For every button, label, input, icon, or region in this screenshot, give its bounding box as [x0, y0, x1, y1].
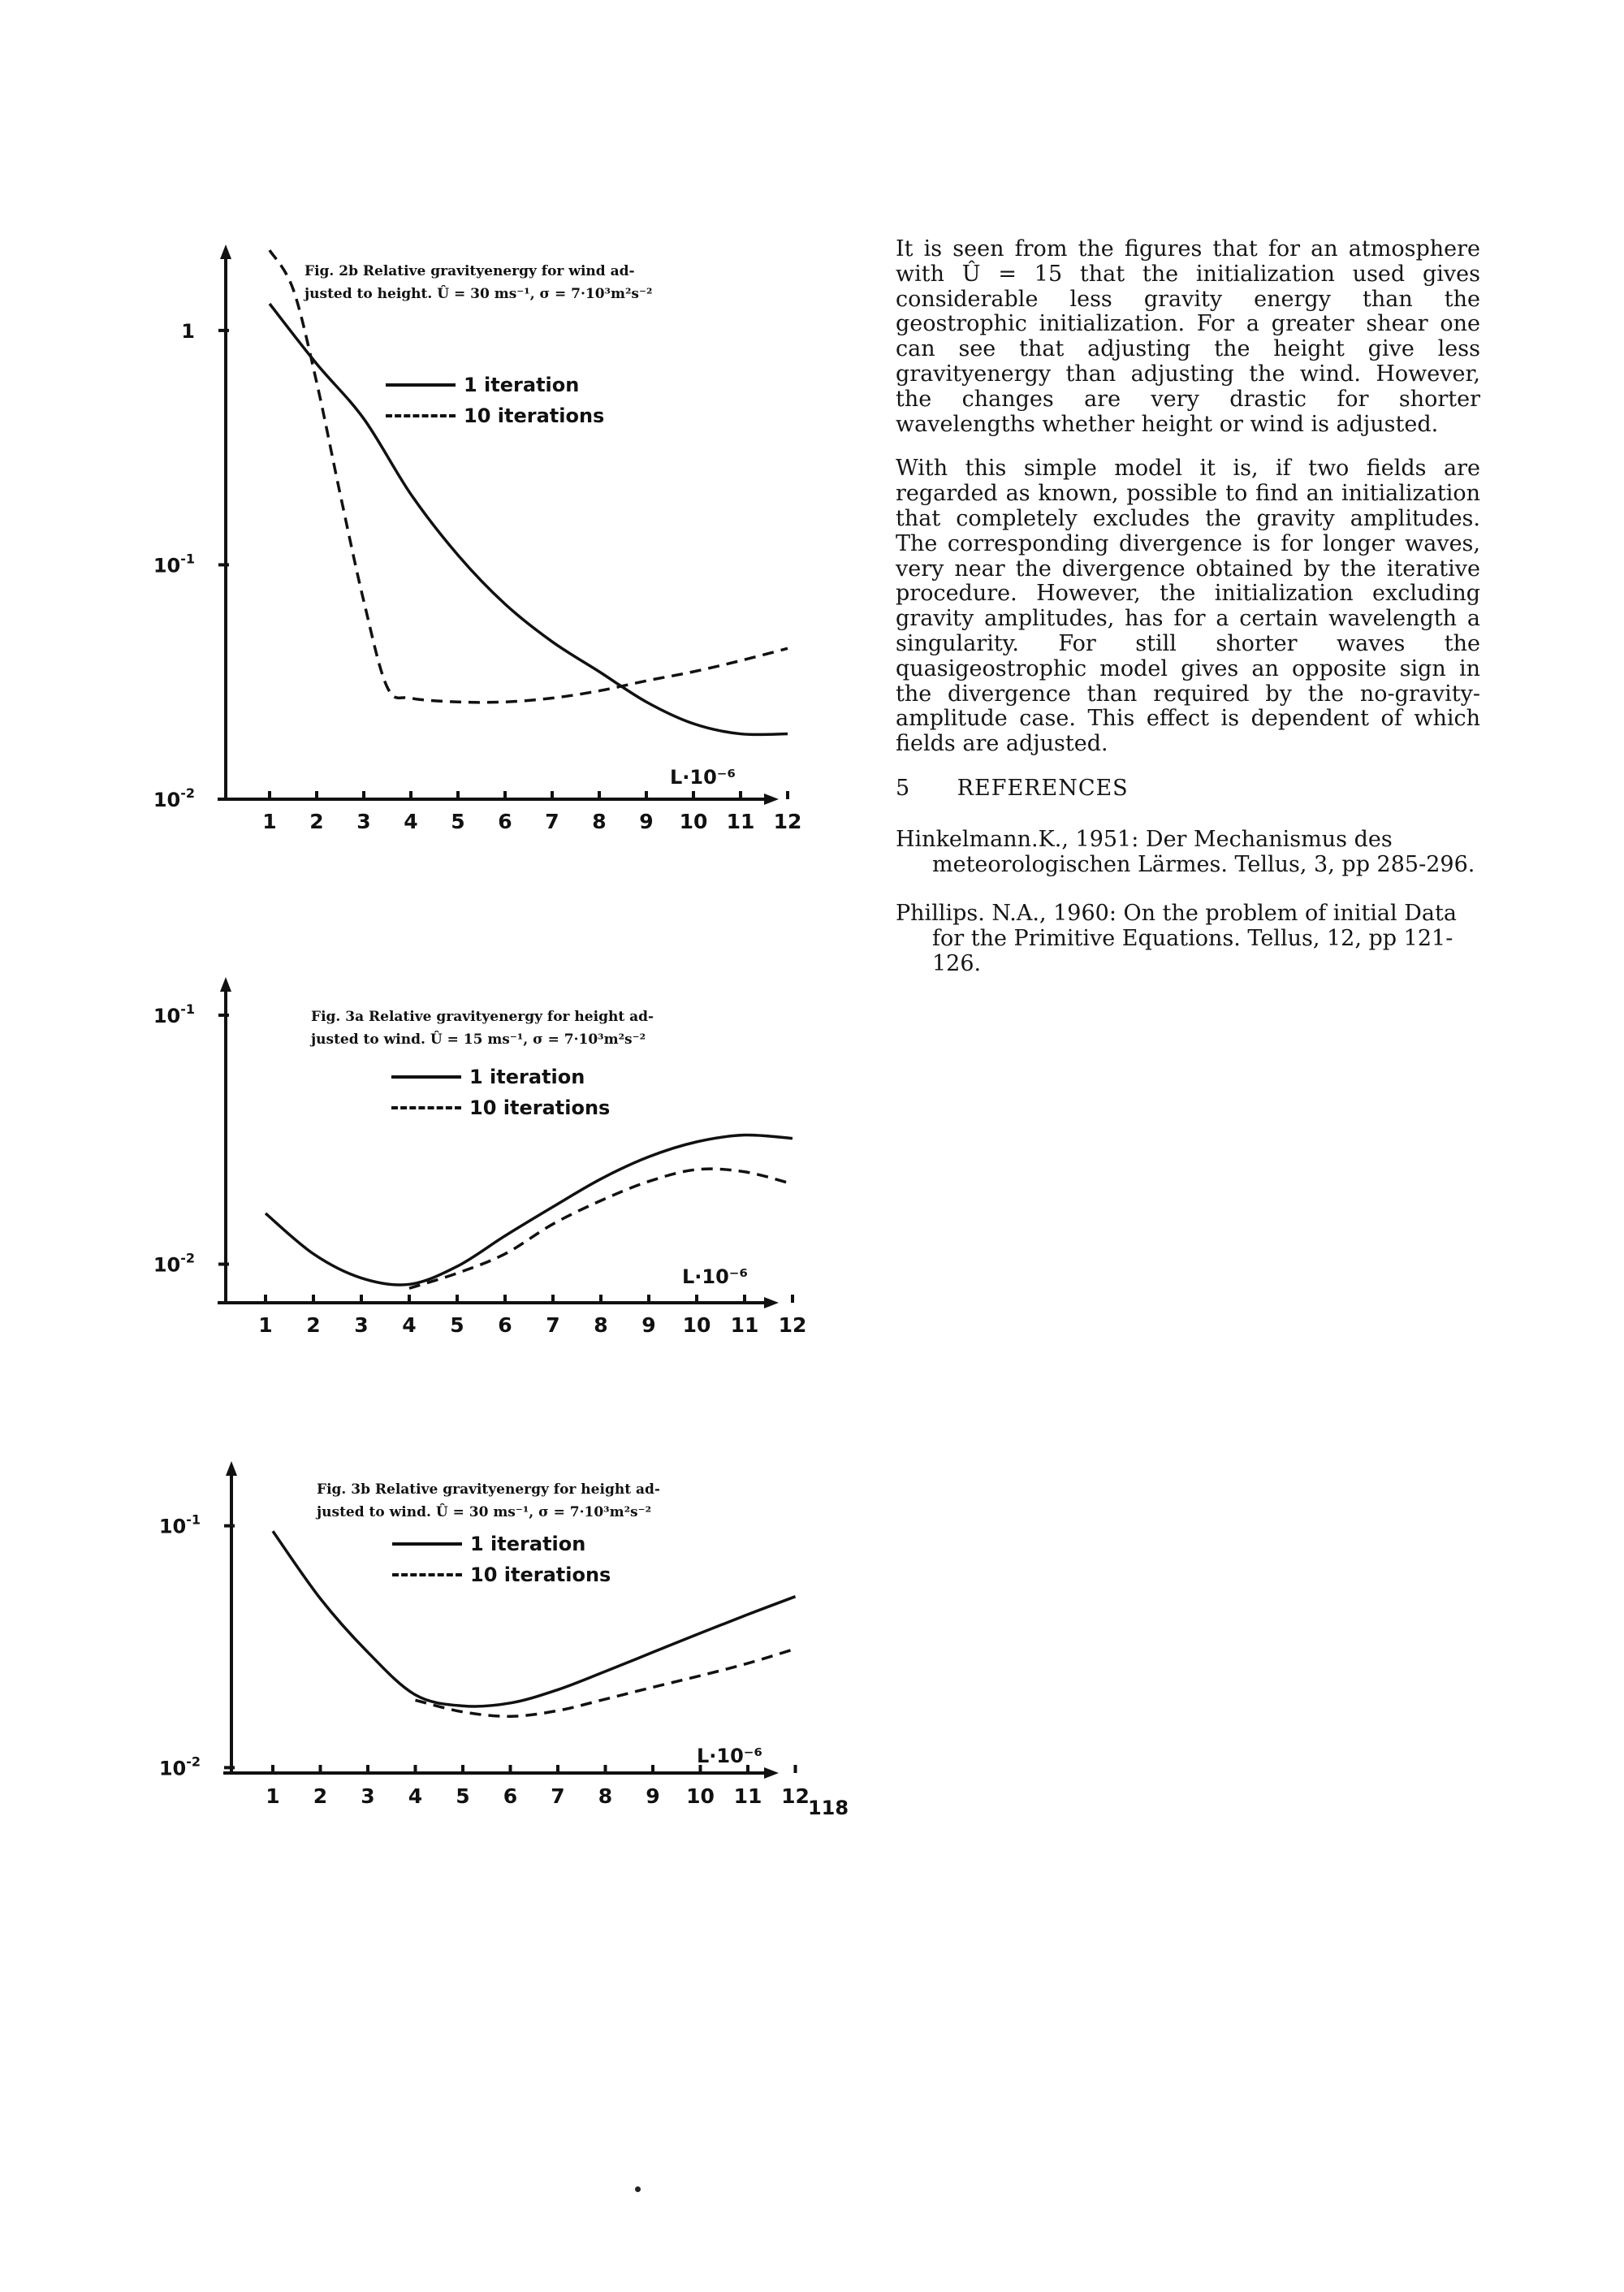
x-tick-label: 6 [498, 1313, 512, 1337]
legend-label: 1 iteration [470, 1533, 586, 1555]
x-axis-arrow [764, 1767, 779, 1779]
x-tick-label: 8 [594, 1313, 608, 1337]
x-tick-label: 9 [641, 1313, 656, 1337]
x-tick-label: 3 [361, 1784, 375, 1808]
x-axis-label: L·10⁻⁶ [682, 1265, 748, 1288]
x-tick-label: 5 [450, 1313, 464, 1337]
x-tick-label: 1 [262, 810, 277, 833]
reference-item: Phillips. N.A., 1960: On the problem of initial Data for the Primitive Equations. Tellus, 12, pp 121-126. [896, 901, 1457, 976]
figure-2b-caption-line1: Fig. 2b Relative gravityenergy for wind ad- [304, 263, 635, 279]
x-tick-label: 1 [258, 1313, 273, 1337]
solid-line-swatch [392, 1542, 462, 1546]
solid-line-swatch [391, 1075, 461, 1079]
series-1-iteration-line [270, 304, 788, 735]
x-tick-label: 8 [598, 1784, 613, 1808]
x-tick-label: 5 [451, 810, 465, 833]
x-tick-label: 9 [639, 810, 654, 833]
dashed-line-swatch [386, 414, 456, 417]
figure-3b-caption [317, 1478, 660, 1524]
dashed-line-swatch [391, 1106, 461, 1109]
y-tick-label: $10^{-1}$ [158, 1511, 201, 1538]
legend-item-10-iterations [386, 400, 604, 431]
y-axis-arrow [220, 977, 231, 992]
legend-item-1-iteration [391, 1062, 610, 1092]
references-heading: 5 REFERENCES [896, 775, 1129, 801]
x-tick-label: 9 [646, 1784, 660, 1808]
figure-2b-caption [304, 260, 652, 305]
figure-3a [146, 971, 807, 1337]
x-tick-label: 2 [306, 1313, 321, 1337]
x-tick-label: 7 [546, 1313, 560, 1337]
legend-label: 10 iterations [464, 404, 605, 427]
x-tick-label: 3 [354, 1313, 369, 1337]
x-tick-label: 11 [730, 1313, 759, 1337]
legend-label: 1 iteration [464, 374, 580, 396]
x-tick-label: 12 [781, 1784, 810, 1808]
x-tick-label: 11 [726, 810, 755, 833]
y-tick-label: $10^{-2}$ [153, 1250, 195, 1277]
x-tick-label: 6 [498, 810, 512, 833]
body-paragraph-2: With this simple model it is, if two fields are regarded as known, possible to find an initialization that completely excludes the gravity amplitudes. The corresponding divergence is for longer waves, very near the divergence obtained by the iterative procedure. However, the initialization excluding gravity amplitudes, has for a certain wavelength a singularity. For still shorter waves the quasigeostrophic model gives an opposite sign in the divergence than required by the no-gravity-amplitude case. This effect is dependent of which fields are adjusted. [896, 456, 1480, 757]
series-10-iterations-line [270, 250, 788, 703]
x-tick-label: 12 [773, 810, 802, 833]
x-tick-label: 10 [686, 1784, 715, 1808]
x-tick-label: 2 [309, 810, 324, 833]
figure-3a-caption [311, 1005, 654, 1051]
x-axis-arrow [764, 1297, 779, 1308]
x-tick-label: 11 [733, 1784, 762, 1808]
y-tick-label: $10^{-1}$ [153, 1001, 195, 1027]
text-column [896, 237, 1480, 1001]
x-tick-label: 10 [679, 810, 708, 833]
legend-label: 10 iterations [470, 1563, 611, 1586]
y-tick-label: 1 [181, 319, 195, 343]
x-tick-label: 12 [778, 1313, 807, 1337]
x-tick-label: 3 [356, 810, 371, 833]
x-tick-label: 6 [503, 1784, 518, 1808]
figure-2b-legend [386, 370, 604, 431]
x-tick-label: 5 [456, 1784, 470, 1808]
scan-speck [635, 2186, 641, 2192]
figure-3a-legend [391, 1062, 610, 1123]
y-tick-label: $10^{-2}$ [153, 785, 195, 811]
page-number: 118 [807, 1797, 849, 1819]
legend-item-1-iteration [392, 1529, 611, 1559]
x-tick-label: 7 [545, 810, 559, 833]
figure-3b-legend [392, 1529, 611, 1590]
x-tick-label: 1 [266, 1784, 280, 1808]
reference-item: Hinkelmann.K., 1951: Der Mechanismus des meteorologischen Lärmes. Tellus, 3, pp 285-296. [896, 826, 1475, 877]
x-tick-label: 4 [402, 1313, 417, 1337]
figure-3a-caption-line1: Fig. 3a Relative gravityenergy for height ad- [311, 1009, 654, 1025]
series-1-iteration-line [266, 1135, 793, 1285]
figure-3a-caption-line2: justed to wind. Û = 15 ms⁻¹, σ = 7·10³m²s⁻² [311, 1031, 646, 1048]
x-axis-label: L·10⁻⁶ [697, 1745, 762, 1767]
dashed-line-swatch [392, 1573, 462, 1576]
y-axis-arrow [220, 244, 231, 259]
body-paragraph-1: It is seen from the figures that for an atmosphere with Û = 15 that the initialization used gives considerable less gravity energy than the geostrophic initialization. For a greater shear one can see that adjusting the height give less gravityenergy than adjusting the wind. However, the changes are very drastic for shorter wavelengths whether height or wind is adjusted. [896, 236, 1480, 437]
y-axis-arrow [226, 1461, 237, 1476]
figure-3b-caption-line2: justed to wind. Û = 30 ms⁻¹, σ = 7·10³m²s⁻² [317, 1504, 652, 1520]
x-tick-label: 8 [592, 810, 607, 833]
x-tick-label: 10 [682, 1313, 711, 1337]
legend-item-10-iterations [392, 1559, 611, 1590]
figure-2b-plot [146, 227, 802, 845]
legend-label: 1 iteration [469, 1066, 585, 1088]
legend-item-10-iterations [391, 1092, 610, 1123]
figure-3b-caption-line1: Fig. 3b Relative gravityenergy for height ad- [317, 1481, 660, 1498]
x-tick-label: 4 [408, 1784, 423, 1808]
x-axis-arrow [764, 794, 779, 805]
figure-3b [146, 1454, 810, 1819]
solid-line-swatch [386, 383, 456, 387]
legend-label: 10 iterations [469, 1096, 611, 1119]
x-axis-label: L·10⁻⁶ [670, 766, 736, 789]
x-tick-label: 2 [313, 1784, 328, 1808]
y-tick-label: $10^{-2}$ [158, 1754, 201, 1780]
y-tick-label: $10^{-1}$ [153, 551, 195, 577]
x-tick-label: 4 [404, 810, 418, 833]
x-tick-label: 7 [551, 1784, 565, 1808]
figure-2b [146, 227, 802, 845]
legend-item-1-iteration [386, 370, 604, 400]
figure-2b-caption-line2: justed to height. Û = 30 ms⁻¹, σ = 7·10³m²s⁻² [304, 286, 653, 302]
